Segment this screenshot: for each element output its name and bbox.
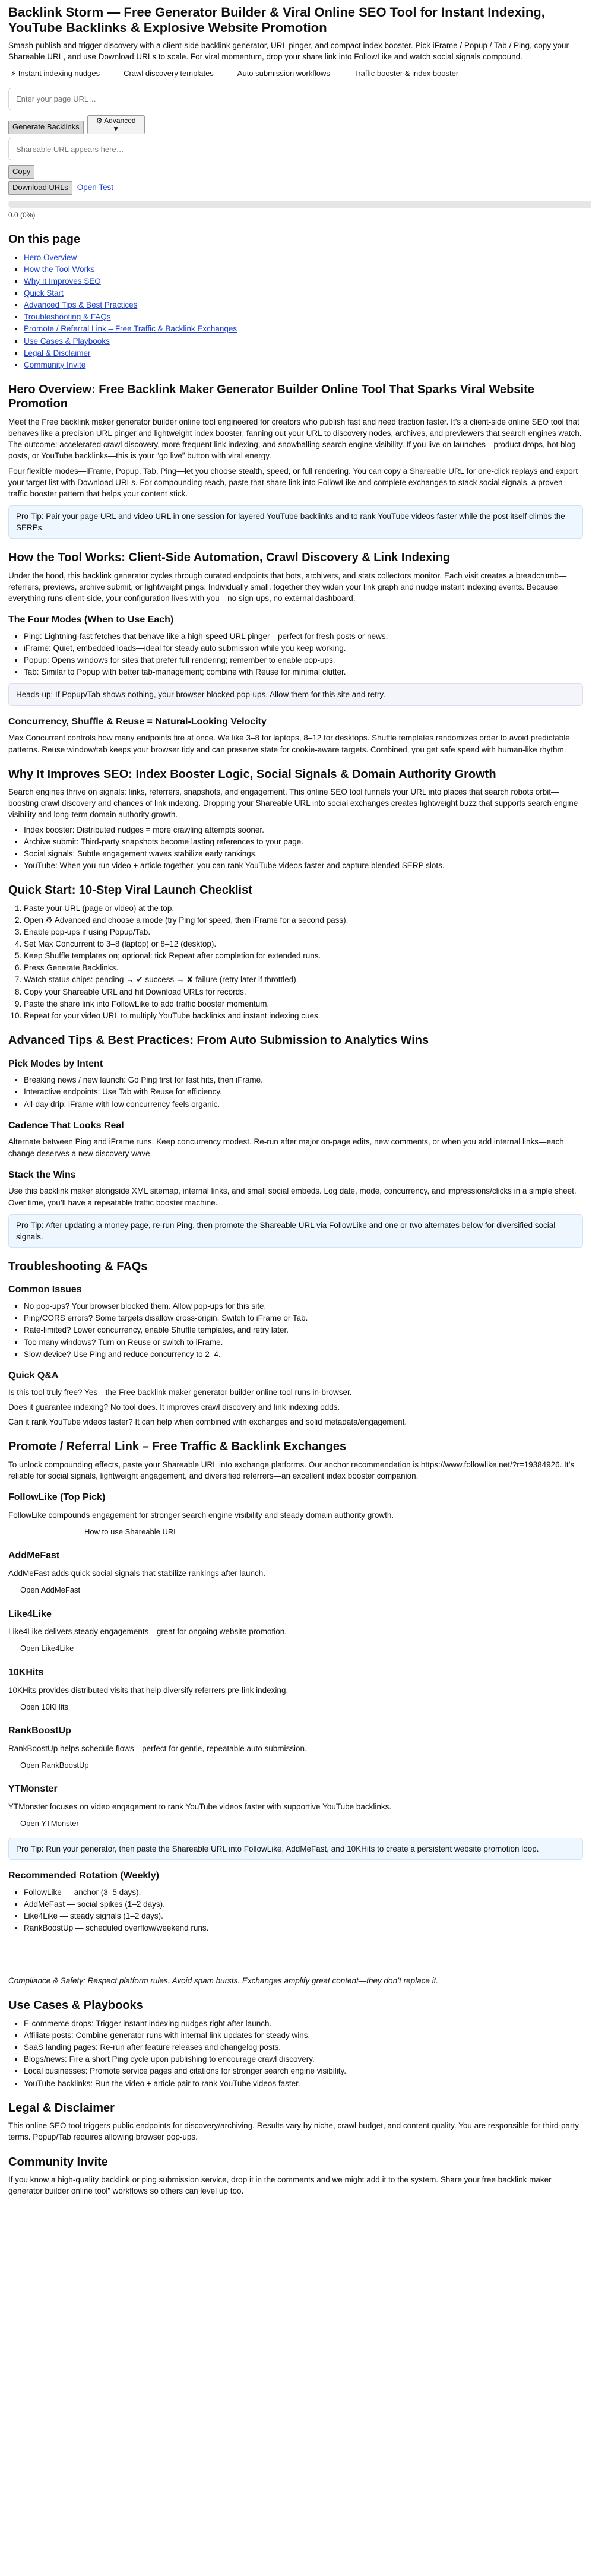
toc-link[interactable]: Advanced Tips & Best Practices (24, 300, 138, 310)
use-cases-list (8, 2018, 583, 2089)
rotation-heading: Recommended Rotation (Weekly) (8, 1870, 159, 1881)
legal-paragraph: This online SEO tool triggers public endpoints for discovery/archiving. Results vary by niche, crawl budget, and content quality. You are responsible for third-party terms. Popup/Tab requires allowing browser pop-ups. (8, 2121, 580, 2142)
shareable-url-field[interactable] (8, 138, 591, 160)
card-title: Like4Like (8, 1609, 52, 1619)
toc-link[interactable]: Quick Start (24, 289, 64, 298)
list-item: • Breaking news / new launch: Go Ping first for fast hits, then iFrame. (24, 1074, 583, 1086)
common-issues-list (8, 1300, 583, 1360)
generator-controls (8, 115, 583, 135)
list-item: • No pop-ups? Your browser blocked them. Allow pop-ups for this site. (24, 1300, 583, 1312)
card-title: AddMeFast (8, 1550, 60, 1561)
list-item: 4. Set Max Concurrent to 3–8 (laptop) or 8–12 (desktop). (24, 938, 583, 950)
open-addmefast-button[interactable]: Open AddMeFast (20, 1586, 81, 1595)
toc-link[interactable]: Hero Overview (24, 252, 77, 262)
why-list (8, 824, 583, 872)
list-item: • Popup: Opens windows for sites that prefer full rendering; remember to enable pop-ups. (24, 654, 583, 666)
list-item: 10. Repeat for your video URL to multiply YouTube backlinks and instant indexing cues. (24, 1010, 583, 1021)
list-item: • RankBoostUp — scheduled overflow/weekend runs. (24, 1922, 583, 1933)
stack-paragraph: Use this backlink maker alongside XML sitemap, internal links, and small social embeds. Log date, mode, concurrency, and impressions/clicks in a simple sheet. Over time, you’ll have a repeatable traffic booster machine. (8, 1186, 577, 1207)
why-paragraph: Search engines thrive on signals: links, referrers, snapshots, and engagement. This online SEO tool funnels your URL into places that search robots orbit—boosting crawl discovery and chances of link indexing. Dropping your Shareable URL into social exchanges creates lightweight buzz that supports search engine visibility and long-term domain authority growth. (8, 787, 578, 819)
legal-heading: Legal & Disclaimer (8, 2101, 115, 2115)
list-item: • Ping: Lightning-fast fetches that behave like a high-speed URL pinger—perfect for fresh posts or news. (24, 631, 583, 642)
list-item: • Interactive endpoints: Use Tab with Reuse for efficiency. (24, 1086, 583, 1097)
how-heading: How the Tool Works: Client-Side Automation, Crawl Discovery & Link Indexing (8, 551, 451, 565)
card-description: YTMonster focuses on video engagement to rank YouTube videos faster with supportive YouTube backlinks. (8, 1802, 392, 1812)
list-item: • Archive submit: Third-party snapshots become lasting references to your page. (24, 836, 583, 847)
card-description: AddMeFast adds quick social signals that stabilize rankings after launch. (8, 1568, 265, 1578)
card-title: FollowLike (Top Pick) (8, 1492, 106, 1502)
common-issues-heading: Common Issues (8, 1284, 82, 1295)
list-item: • Affiliate posts: Combine generator runs with internal link updates for steady wins. (24, 2030, 583, 2041)
advanced-heading: Advanced Tips & Best Practices: From Auto Submission to Analytics Wins (8, 1034, 429, 1048)
tab-crawl-discovery[interactable]: Crawl discovery templates (124, 69, 214, 78)
list-item: 1. Paste your URL (page or video) at the top. (24, 903, 583, 914)
list-item: 8. Copy your Shareable URL and hit Download URLs for records. (24, 986, 583, 998)
toc-link[interactable]: Legal & Disclaimer (24, 348, 91, 357)
chevron-down-icon: ▼ (112, 124, 120, 133)
pro-tip-callout: Pro Tip: Run your generator, then paste the Shareable URL into FollowLike, AddMeFast, and 10KHits to create a persistent website promotion loop. (8, 1838, 583, 1860)
tab-auto-submission[interactable]: Auto submission workflows (237, 69, 330, 78)
generate-backlinks-button[interactable]: Generate Backlinks (8, 121, 84, 134)
concurrency-paragraph: Max Concurrent controls how many endpoints fire at once. We like 3–8 for laptops, 8–12 for desktops. Shuffle templates randomizes order to avoid predictable patterns. Reuse window/tab keeps your browser tidy and can preserve state for cookie-aware targets. Combined, you get safe speed with human-like rhythm. (8, 733, 570, 754)
qa-item: Can it rank YouTube videos faster? It can help when combined with exchanges and solid metadata/engagement. (8, 1417, 407, 1426)
open-10khits-button[interactable]: Open 10KHits (20, 1702, 68, 1711)
toc-link[interactable]: Why It Improves SEO (24, 276, 101, 286)
open-rankboostup-button[interactable]: Open RankBoostUp (20, 1761, 89, 1770)
community-paragraph: If you know a high-quality backlink or ping submission service, drop it in the comments and we might add it to the system. Share your free backlink maker generator builder online tool” workflows so others can level up too. (8, 2175, 552, 2196)
hero-heading: Hero Overview: Free Backlink Maker Generator Builder Online Tool That Sparks Viral Website Promotion (8, 383, 534, 411)
list-item: • Ping/CORS errors? Some targets disallow cross-origin. Switch to iFrame or Tab. (24, 1312, 583, 1324)
heads-up-callout: Heads-up: If Popup/Tab shows nothing, your browser blocked pop-ups. Allow them for this site and retry. (8, 683, 583, 705)
card-title: YTMonster (8, 1784, 58, 1795)
cadence-paragraph: Alternate between Ping and iFrame runs. Keep concurrency modest. Re-run after major on-page edits, new comments, or when you add internal links—each change deserves a new discovery wave. (8, 1137, 564, 1158)
list-item: • Like4Like — steady signals (1–2 days). (24, 1910, 583, 1922)
promote-heading: Promote / Referral Link – Free Traffic & Backlink Exchanges (8, 1440, 347, 1454)
modes-heading: The Four Modes (When to Use Each) (8, 615, 174, 625)
qa-item: Is this tool truly free? Yes—the Free backlink maker generator builder online tool runs in-browser. (8, 1387, 352, 1397)
community-heading: Community Invite (8, 2155, 108, 2169)
card-description: Like4Like delivers steady engagements—great for ongoing website promotion. (8, 1627, 287, 1637)
qa-item: Does it guarantee indexing? No tool does. It improves crawl discovery and link indexing odds. (8, 1402, 340, 1412)
use-cases-heading: Use Cases & Playbooks (8, 1999, 143, 2012)
hero-paragraph: Four flexible modes—iFrame, Popup, Tab, Ping—let you choose stealth, speed, or full rendering. You can copy a Shareable URL for one-click replays and export your target list with Download URLs. For compounding reach, paste that share link into FollowLike and complete exchanges to stack social signals, a proven traffic booster pattern that helps your content stick. (8, 466, 578, 498)
copy-button[interactable]: Copy (8, 165, 34, 179)
card-title: 10KHits (8, 1667, 44, 1678)
stack-heading: Stack the Wins (8, 1169, 76, 1180)
list-item: • YouTube: When you run video + article together, you can rank YouTube videos faster and capture blended SERP slots. (24, 860, 583, 871)
url-input[interactable] (8, 88, 591, 110)
list-item: 2. Open ⚙ Advanced and choose a mode (try Ping for speed, then iFrame for a second pass). (24, 914, 583, 926)
pick-modes-list (8, 1074, 583, 1109)
list-item: 7. Watch status chips: pending → ✔ success → ✘ failure (retry later if throttled). (24, 974, 583, 985)
quick-start-list (8, 903, 583, 1022)
why-heading: Why It Improves SEO: Index Booster Logic, Social Signals & Domain Authority Growth (8, 767, 496, 781)
cadence-heading: Cadence That Looks Real (8, 1120, 124, 1131)
list-item: • AddMeFast — social spikes (1–2 days). (24, 1898, 583, 1910)
list-item: • Too many windows? Turn on Reuse or switch to iFrame. (24, 1337, 583, 1348)
toc-link[interactable]: Promote / Referral Link – Free Traffic & Backlink Exchanges (24, 324, 238, 334)
toc-link[interactable]: How the Tool Works (24, 264, 95, 274)
page-title: Backlink Storm — Free Generator Builder & Viral Online SEO Tool for Instant Indexing, YouTube Backlinks & Explosive Website Promotion (8, 5, 545, 36)
tab-instant-indexing[interactable]: ⚡ Instant indexing nudges (11, 69, 100, 78)
tab-traffic-booster[interactable]: Traffic booster & index booster (353, 69, 459, 78)
troubleshooting-heading: Troubleshooting & FAQs (8, 1260, 148, 1274)
toc-heading: On this page (8, 233, 81, 246)
advanced-label: ⚙ Advanced (96, 116, 136, 125)
rotation-list (8, 1887, 583, 1934)
exchange-card-ytmonster (8, 1783, 583, 1831)
concurrency-heading: Concurrency, Shuffle & Reuse = Natural-Looking Velocity (8, 716, 267, 727)
list-item: • Index booster: Distributed nudges = more crawling attempts sooner. (24, 824, 583, 836)
list-item: 6. Press Generate Backlinks. (24, 962, 583, 973)
list-item: 3. Enable pop-ups if using Popup/Tab. (24, 926, 583, 938)
list-item: • SaaS landing pages: Re-run after feature releases and changelog posts. (24, 2042, 583, 2053)
exchange-card-like4like (8, 1608, 583, 1657)
progress-text: 0.0 (0%) (8, 211, 36, 220)
list-item: • YouTube backlinks: Run the video + article pair to rank YouTube videos faster. (24, 2078, 583, 2089)
open-ytmonster-button[interactable]: Open YTMonster (20, 1819, 79, 1828)
pro-tip-callout: Pro Tip: After updating a money page, re-run Ping, then promote the Shareable URL via FollowLike and one or two alternates below for diversified social signals. (8, 1214, 583, 1248)
exchange-card-followlike (8, 1491, 583, 1540)
feature-tabs (11, 68, 583, 79)
modes-list (8, 631, 583, 678)
list-item: 9. Paste the share link into FollowLike to add traffic booster momentum. (24, 998, 583, 1009)
progress-bar (8, 201, 591, 208)
toc-link[interactable]: Use Cases & Playbooks (24, 336, 110, 346)
card-title: RankBoostUp (8, 1726, 71, 1736)
pro-tip-callout: Pro Tip: Pair your page URL and video URL in one session for layered YouTube backlinks and to rank YouTube videos faster while the post itself climbs the SERPs. (8, 505, 583, 539)
list-item: • Blogs/news: Fire a short Ping cycle upon publishing to encourage crawl discovery. (24, 2053, 583, 2065)
list-item: • Tab: Similar to Popup with better tab-management; combine with Reuse for minimal clutter. (24, 666, 583, 678)
card-description: RankBoostUp helps schedule flows—perfect for gentle, repeatable auto submission. (8, 1743, 307, 1753)
how-paragraph: Under the hood, this backlink generator cycles through curated endpoints that bots, archivers, and stats collectors monitor. Each visit creates a breadcrumb—referrers, previews, archive submit, or lightweight pings. Individually small, together they widen your link graph and nudge instant indexing events. Because everything runs client-side, your configuration lives with you—no sign-ups, no external dashboard. (8, 571, 567, 603)
list-item: • All-day drip: iFrame with low concurrency feels organic. (24, 1099, 583, 1110)
exchange-card-10khits (8, 1666, 583, 1715)
list-item: • FollowLike — anchor (3–5 days). (24, 1887, 583, 1898)
how-to-use-button[interactable]: How to use Shareable URL (84, 1527, 178, 1536)
list-item: • Slow device? Use Ping and reduce concurrency to 2–4. (24, 1349, 583, 1360)
list-item: 5. Keep Shuffle templates on; optional: tick Repeat after completion for extended runs. (24, 950, 583, 961)
list-item: • Rate-limited? Lower concurrency, enable Shuffle templates, and retry later. (24, 1324, 583, 1336)
list-item: • iFrame: Quiet, embedded loads—ideal for steady auto submission while you keep working. (24, 643, 583, 654)
list-item: • E-commerce drops: Trigger instant indexing nudges right after launch. (24, 2018, 583, 2029)
card-description: FollowLike compounds engagement for stronger search engine visibility and steady domain authority growth. (8, 1510, 394, 1520)
list-item: • Social signals: Subtle engagement waves stabilize early rankings. (24, 848, 583, 859)
card-description: 10KHits provides distributed visits that help diversify referrers pre-link indexing. (8, 1685, 289, 1695)
exchange-card-rankboostup (8, 1724, 583, 1773)
download-urls-button[interactable]: Download URLs (8, 181, 72, 195)
toc-link[interactable]: Troubleshooting & FAQs (24, 312, 111, 322)
pick-modes-heading: Pick Modes by Intent (8, 1058, 103, 1069)
qa-heading: Quick Q&A (8, 1370, 59, 1381)
open-test-link[interactable]: Open Test (77, 183, 113, 192)
toc-link[interactable]: Community Invite (24, 360, 86, 369)
hero-paragraph: Meet the Free backlink maker generator builder online tool engineered for creators who publish fast and need traction faster. It’s a client-side online SEO tool that behaves like a precision URL pinger and lightweight index booster, fanning out your URL to discovery nodes, archives, and previewers that search engines watch. The outcome: accelerated crawl discovery, more frequent link indexing, and snowballing search engine visibility. If you live on launches—product drops, hot blog posts, or YouTube backlinks—this is your “go live” button with viral energy. (8, 417, 582, 461)
quick-start-heading: Quick Start: 10-Step Viral Launch Checklist (8, 884, 252, 897)
promote-paragraph: To unlock compounding effects, paste your Shareable URL into exchange platforms. Our anchor recommendation is https://www.followlike.net/?r=19384926. It’s reliable for social signals, lightweight engagement, and diversified referrers—an excellent index booster companion. (8, 1460, 575, 1480)
list-item: • Local businesses: Promote service pages and citations for stronger search engine visibility. (24, 2065, 583, 2077)
toc-list (8, 252, 583, 371)
advanced-toggle[interactable] (87, 115, 145, 135)
open-like4like-button[interactable]: Open Like4Like (20, 1644, 74, 1653)
intro-text: Smash publish and trigger discovery with a client-side backlink generator, URL pinger, and compact index booster. Pick iFrame / Popup / Tab / Ping, copy your Shareable URL, and use Download URLs to scale. For viral momentum, drop your share link into FollowLike and watch social signals compound. (8, 40, 569, 61)
compliance-note: Compliance & Safety: Respect platform rules. Avoid spam bursts. Exchanges amplify great content—they don’t replace it. (8, 1976, 439, 1986)
exchange-card-addmefast (8, 1549, 583, 1598)
